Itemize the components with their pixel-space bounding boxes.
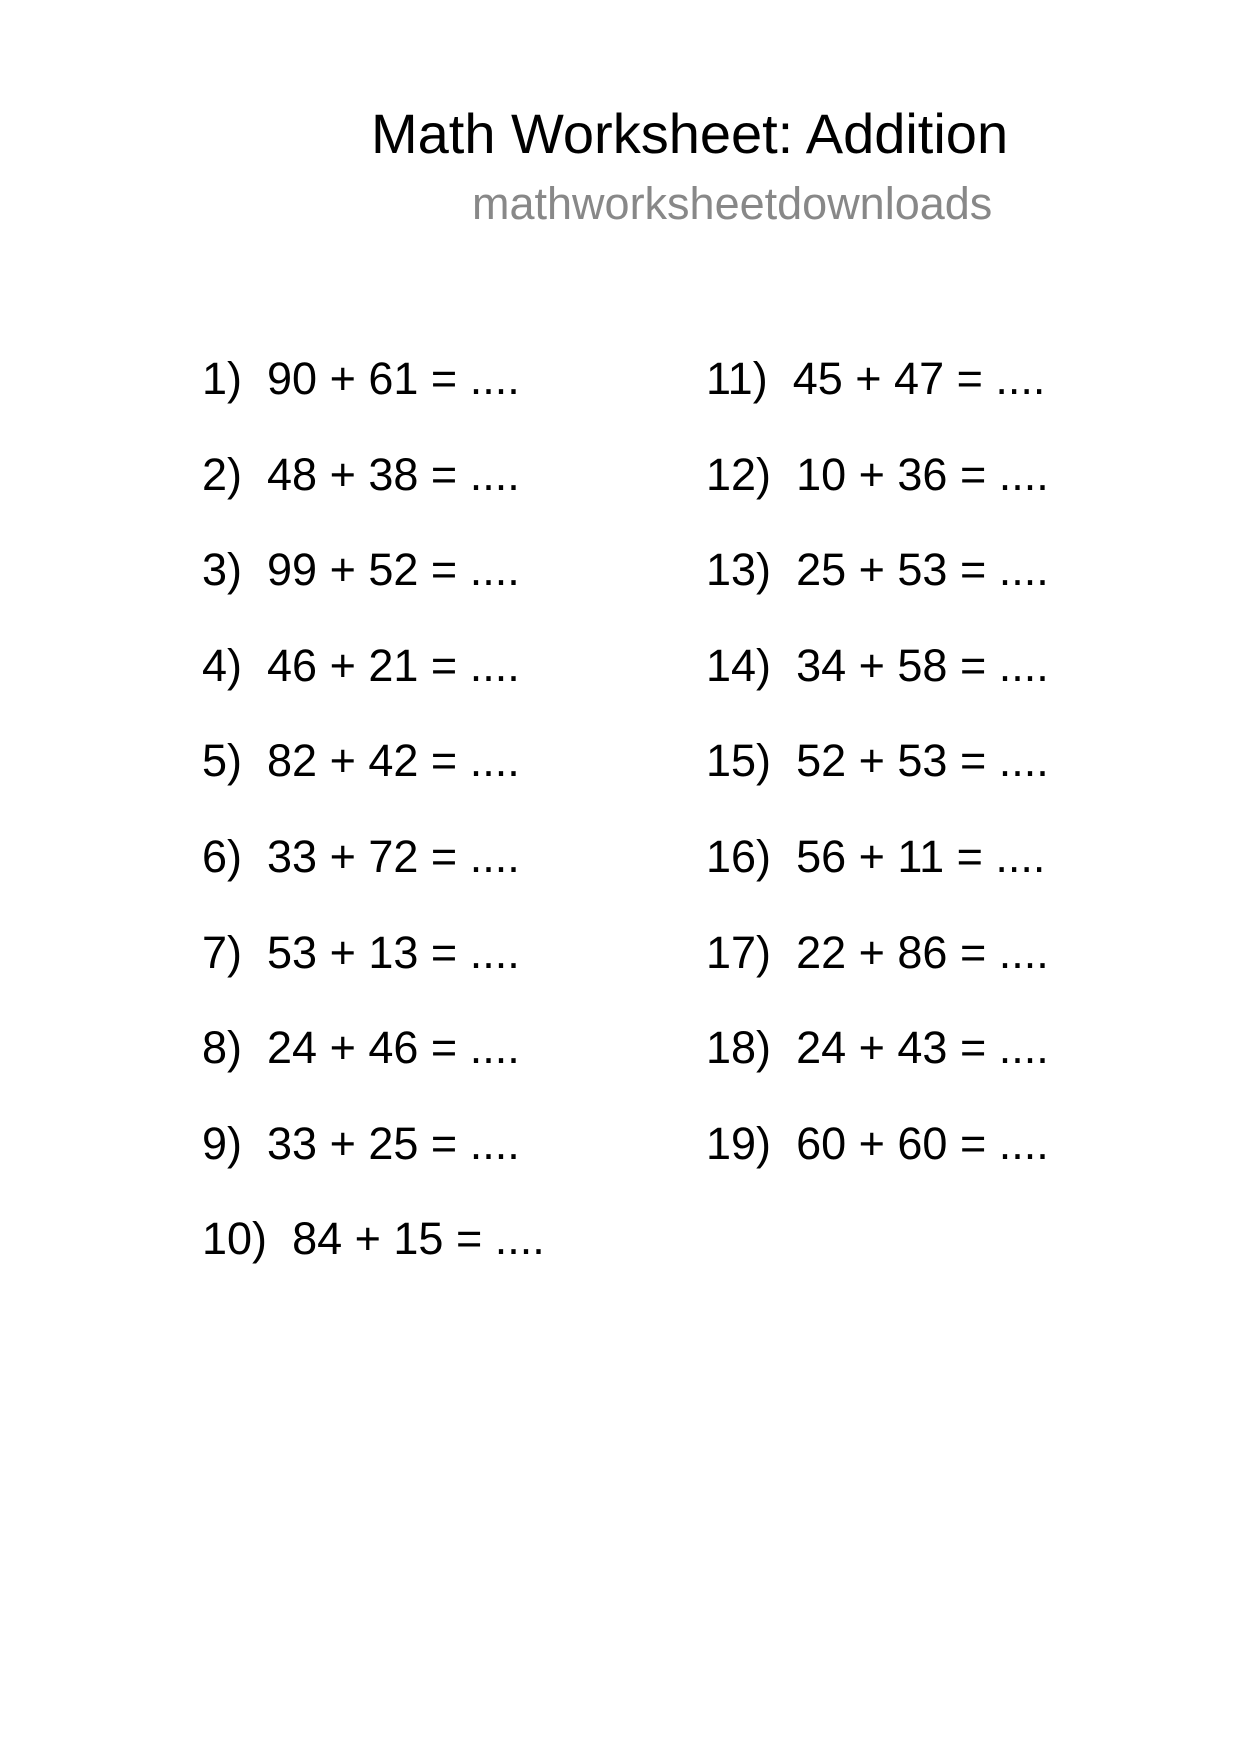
problem-expression: 24 + 46 = .... — [267, 1022, 520, 1074]
problem-item — [706, 639, 1049, 739]
problem-item — [202, 926, 545, 1026]
problem-expression: 34 + 58 = .... — [796, 639, 1049, 691]
problem-number: 7) — [202, 926, 243, 978]
problem-number: 10) — [202, 1213, 268, 1265]
problem-number: 16) — [706, 830, 772, 882]
problems-column-left — [202, 353, 545, 1312]
problem-number: 8) — [202, 1022, 243, 1074]
problem-item — [202, 639, 545, 739]
problem-expression: 25 + 53 = .... — [796, 544, 1049, 596]
problem-item — [202, 1117, 545, 1217]
problem-item — [706, 735, 1049, 834]
problem-item — [706, 830, 1049, 930]
problem-number: 4) — [202, 639, 243, 691]
problem-item — [202, 544, 545, 643]
problem-item — [706, 1117, 1049, 1217]
problem-number: 5) — [202, 735, 243, 787]
problem-number: 19) — [706, 1117, 772, 1169]
problem-number: 15) — [706, 735, 772, 787]
problem-item — [202, 448, 545, 548]
problem-item — [202, 353, 545, 452]
problem-number: 3) — [202, 544, 243, 596]
problem-expression: 99 + 52 = .... — [267, 544, 520, 596]
problem-expression: 53 + 13 = .... — [267, 926, 520, 978]
problems-column-right — [706, 353, 1049, 1216]
problem-expression: 56 + 11 = .... — [796, 830, 1046, 882]
problem-number: 2) — [202, 448, 243, 500]
worksheet-title: Math Worksheet: Addition — [371, 102, 1009, 165]
problem-item — [202, 1022, 545, 1121]
problem-number: 17) — [706, 926, 772, 978]
problem-expression: 10 + 36 = .... — [796, 448, 1049, 500]
problem-expression: 48 + 38 = .... — [267, 448, 520, 500]
problem-number: 18) — [706, 1022, 772, 1074]
problem-expression: 84 + 15 = .... — [292, 1213, 545, 1265]
problem-number: 14) — [706, 639, 772, 691]
problem-item — [706, 353, 1049, 452]
problem-item — [706, 448, 1049, 548]
problem-item — [202, 830, 545, 930]
problem-expression: 60 + 60 = .... — [796, 1117, 1049, 1169]
problem-number: 1) — [202, 353, 243, 404]
problem-number: 12) — [706, 448, 772, 500]
problem-expression: 33 + 25 = .... — [267, 1117, 520, 1169]
problem-expression: 33 + 72 = .... — [267, 830, 520, 882]
problem-number: 9) — [202, 1117, 243, 1169]
problem-number: 13) — [706, 544, 772, 596]
problem-item — [706, 926, 1049, 1026]
problem-expression: 52 + 53 = .... — [796, 735, 1049, 787]
problem-item — [706, 544, 1049, 643]
problem-number: 6) — [202, 830, 243, 882]
problem-expression: 82 + 42 = .... — [267, 735, 520, 787]
problem-item — [202, 1213, 545, 1312]
problem-item — [202, 735, 545, 834]
problem-expression: 45 + 47 = .... — [792, 353, 1046, 404]
problem-expression: 22 + 86 = .... — [796, 926, 1049, 978]
problem-expression: 90 + 61 = .... — [267, 353, 520, 404]
problem-number: 11) — [706, 353, 768, 404]
problem-expression: 24 + 43 = .... — [796, 1022, 1049, 1074]
problem-expression: 46 + 21 = .... — [267, 639, 520, 691]
problem-item — [706, 1022, 1049, 1121]
worksheet-source: mathworksheetdownloads — [472, 178, 993, 229]
